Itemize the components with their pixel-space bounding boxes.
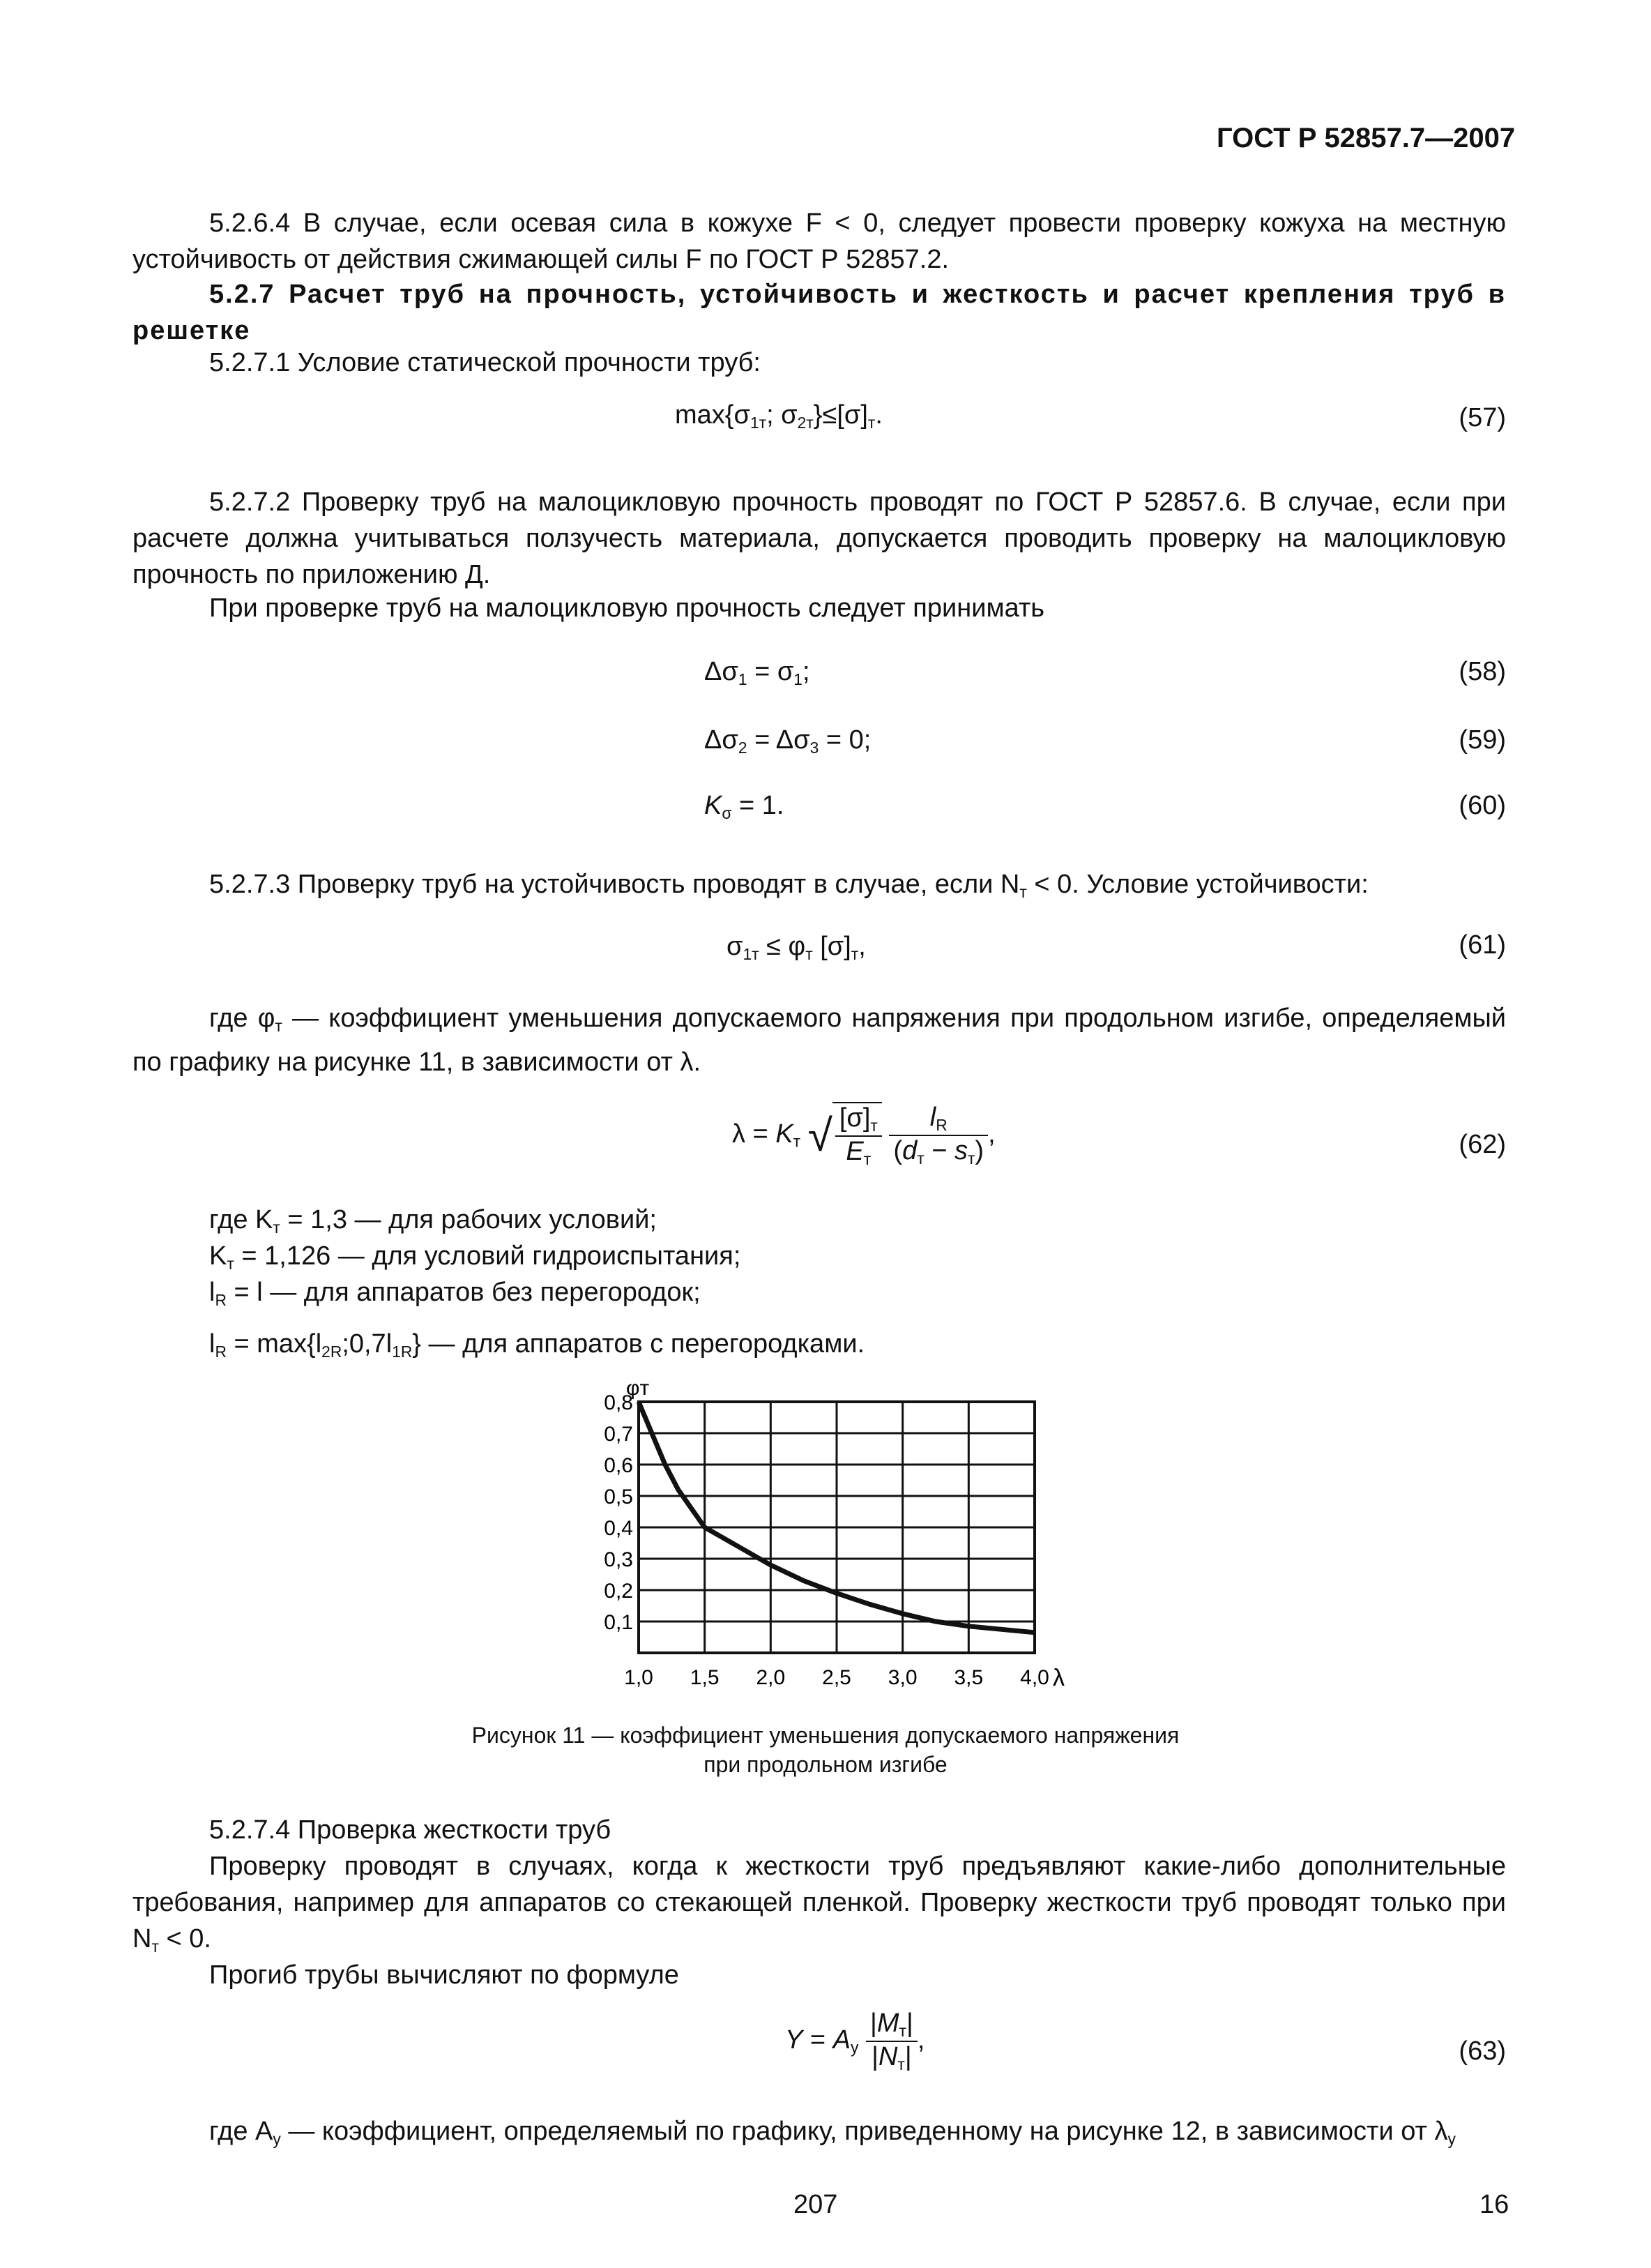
- paragraph-5-2-7-2: 5.2.7.2 Проверку труб на малоцикловую прочность проводят по ГОСТ Р 52857.6. В случае, если при расчете должна учитываться ползучесть материала, допускается проводить проверку на малоцикловую прочность по приложению Д.: [132, 487, 1506, 589]
- document-header: ГОСТ Р 52857.7—2007: [1217, 123, 1516, 153]
- chart-y-tick-label: 0,8: [604, 1391, 633, 1414]
- equation-58: $\Delta\sigma_1 = \sigma_1$;: [704, 657, 810, 688]
- equation-60: $K_\sigma = 1$.: [704, 791, 784, 822]
- figure-11-caption-line-2: при продольном изгибе: [703, 1752, 948, 1777]
- chart-y-tick-label: 0,5: [604, 1485, 633, 1509]
- chart-y-tick-label: 0,3: [604, 1548, 633, 1571]
- figure-11-chart: [0, 1377, 1651, 1691]
- chart-x-tick-label: 4,0: [1020, 1666, 1049, 1689]
- paragraph-deflection: Прогиб трубы вычисляют по формуле: [209, 1960, 679, 1990]
- chart-ticks: [604, 1391, 1049, 1689]
- paragraph-5-2-7-1: 5.2.7.1 Условие статической прочности труб:: [209, 348, 761, 377]
- paragraph-5-2-7-3: 5.2.7.3 Проверку труб на устойчивость проводят в случае, если $N_т < 0$. Условие устойчивости:: [209, 870, 1369, 901]
- paragraph-ay-definition: где $A_y$ — коэффициент, определяемый по графику, приведенному на рисунке 12, в зависимости от $\lambda_y$: [209, 2117, 1456, 2148]
- equation-number-60: (60): [1459, 791, 1506, 820]
- chart-x-tick-label: 3,5: [954, 1666, 984, 1689]
- paragraph-phi-definition: где $\varphi_т$ — коэффициент уменьшения допускаемого напряжения при продольном изгибе, определяемый по графику на рисунке 11, в зависимости от λ.: [132, 1004, 1506, 1077]
- chart-x-tick-label: 1,0: [624, 1666, 653, 1689]
- chart-x-tick-label: 2,5: [822, 1666, 851, 1689]
- equation-59: $\Delta\sigma_2 = \Delta\sigma_3 = 0$;: [704, 725, 872, 757]
- definition-lr-no-partitions: $l_R = l$ — для аппаратов без перегородок;: [209, 1278, 701, 1309]
- equation-number-57: (57): [1459, 403, 1506, 432]
- chart-y-label: φт: [626, 1377, 650, 1400]
- figure-11-caption-line-1: Рисунок 11 — коэффициент уменьшения допускаемого напряжения: [471, 1723, 1180, 1748]
- sheet-number: 16: [1479, 2190, 1509, 2219]
- chart-x-label: λ: [1053, 1665, 1065, 1691]
- equation-number-62: (62): [1459, 1130, 1506, 1159]
- chart-x-tick-label: 3,0: [888, 1666, 918, 1689]
- page-number: 207: [793, 2190, 838, 2219]
- chart-y-tick-label: 0,1: [604, 1611, 633, 1634]
- paragraph-5-2-6-4: 5.2.6.4 В случае, если осевая сила в кожухе F < 0, следует провести проверку кожуха на местную устойчивость от действия сжимающей силы F по ГОСТ Р 52857.2.: [132, 209, 1506, 274]
- chart-x-tick-label: 2,0: [756, 1666, 786, 1689]
- paragraph-stiffness: Проверку проводят в случаях, когда к жесткости труб предъявляют какие-либо дополнительные требования, например для аппаратов со стекающей пленкой. Проверку жесткости труб проводят только при $N_т < 0$.: [132, 1852, 1506, 1956]
- chart-x-tick-label: 1,5: [690, 1666, 720, 1689]
- equation-61: $\sigma_{1т} \le \varphi_т$ $[\sigma]_т$,: [726, 932, 866, 963]
- equation-number-59: (59): [1459, 725, 1506, 755]
- equation-57: $\max\{\sigma_{1т}$; $\sigma_{2т}\}\le[\sigma]_т$.: [675, 400, 883, 432]
- chart-grid: [639, 1402, 1035, 1653]
- section-heading-5-2-7-4: 5.2.7.4 Проверка жесткости труб: [209, 1815, 611, 1845]
- paragraph-low-cycle: При проверке труб на малоцикловую прочность следует принимать: [209, 594, 1045, 623]
- definition-kt-hydrotest: $K_т = 1,126$ — для условий гидроиспытания;: [209, 1241, 741, 1273]
- equation-number-63: (63): [1459, 2036, 1506, 2066]
- equation-number-61: (61): [1459, 930, 1506, 960]
- equation-63: $Y = A_y$ $\frac{|M_т|}{|N_т|}$ ,: [785, 2009, 925, 2073]
- equation-number-58: (58): [1459, 657, 1506, 686]
- chart-y-tick-label: 0,4: [604, 1517, 633, 1540]
- section-heading-5-2-7: 5.2.7 Расчет труб на прочность, устойчивость и жесткость и расчет крепления труб в решетке: [132, 280, 1506, 345]
- equation-62: $\lambda = K_т$ √ $\frac{[\sigma]_т}{E_т}$ $\frac{l_R}{(d_т - s_т)}$ ,: [732, 1103, 996, 1168]
- definition-lr-partitions: $l_R$ = $\max\{l_{2R};0,7l_{1R}\}$ — для аппаратов с перегородками.: [209, 1329, 865, 1361]
- chart-y-tick-label: 0,6: [604, 1454, 633, 1477]
- chart-y-tick-label: 0,2: [604, 1580, 633, 1603]
- chart-y-tick-label: 0,7: [604, 1423, 633, 1446]
- definition-kt-working: где $K_т = 1,3$ — для рабочих условий;: [209, 1205, 657, 1237]
